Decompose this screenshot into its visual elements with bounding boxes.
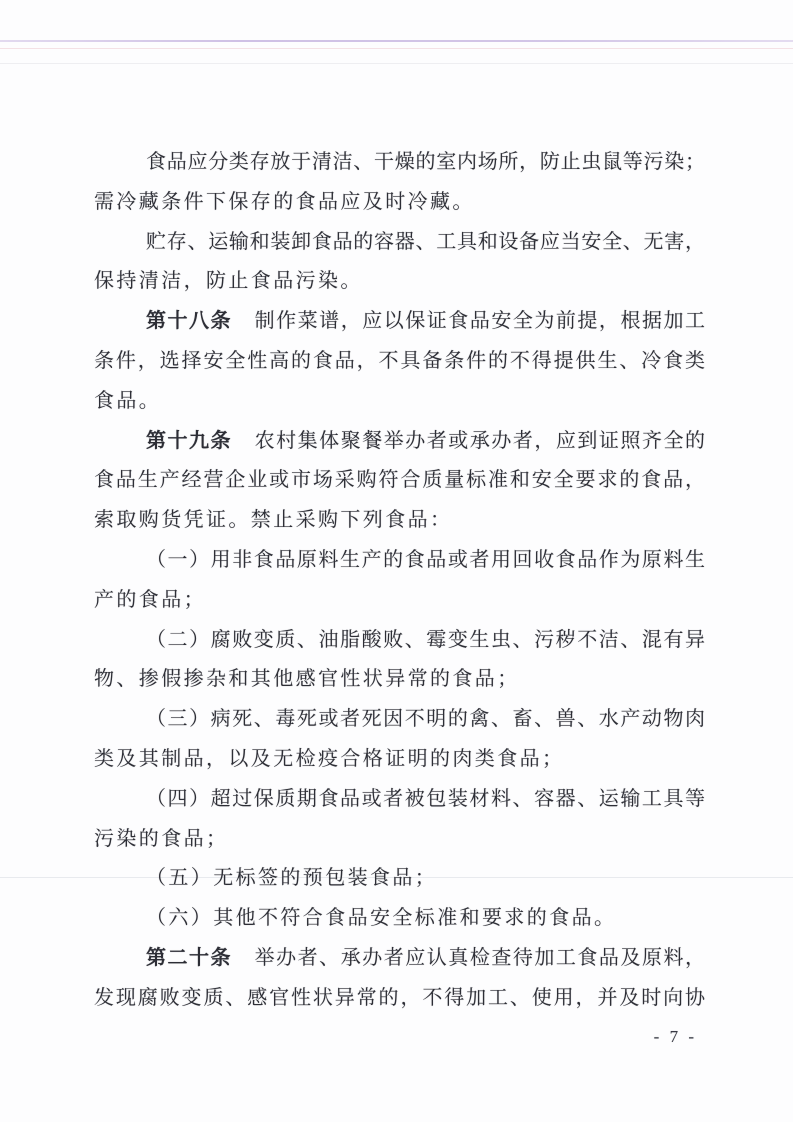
text-line: 条件，选择安全性高的食品，不具备条件的不得提供生、冷食类 [94,349,705,372]
article-number: 第十九条 [146,429,233,452]
text-line: 保持清洁，防止食品污染。 [94,270,363,293]
document-body [94,143,705,1019]
list-item-5 [94,859,705,899]
line-segment: 举办者、承办者应认真检查待加工食品及原料， [253,946,706,969]
text-line: 食品生产经营企业或市场采购符合质量标准和安全要求的食品， [94,469,705,492]
scan-artifact-line-gray [0,63,793,64]
scan-artifact-line-pink [0,48,793,49]
text-line: （三）病死、毒死或者死因不明的禽、畜、兽、水产动物肉 [146,708,705,731]
text-line: 需冷藏条件下保存的食品应及时冷藏。 [94,190,475,213]
text-line: 食品应分类存放于清洁、干燥的室内场所，防止虫鼠等污染； [146,151,705,173]
text-line: 污染的食品； [94,827,229,850]
text-line: 类及其制品，以及无检疫合格证明的肉类食品； [94,747,565,770]
line-segment: 农村集体聚餐举办者或承办者，应到证照齐全的 [253,429,706,452]
text-line: 索取购货凭证。禁止采购下列食品： [94,509,453,532]
text-line: （五）无标签的预包装食品； [146,867,438,890]
paragraph-container-rules [94,223,705,303]
paragraph-article-18 [94,302,705,421]
list-item-4 [94,780,705,860]
article-number: 第十八条 [146,310,233,333]
paragraph-article-20 [94,939,705,1019]
text-line: （二）腐败变质、油脂酸败、霉变生虫、污秽不洁、混有异 [146,628,705,651]
text-line: 产的食品； [94,588,206,611]
line-segment: 制作菜谱，应以保证食品安全为前提，根据加工 [253,310,706,333]
list-item-2 [94,621,705,701]
text-line: 贮存、运输和装卸食品的容器、工具和设备应当安全、无害， [146,230,705,253]
page-number: - 7 - [653,1027,697,1046]
text-line: 食品。 [94,389,162,412]
text-line: （六）其他不符合食品安全标准和要求的食品。 [146,907,617,930]
text-line: （一）用非食品原料生产的食品或者用回收食品作为原料生 [146,548,705,571]
article-heading-line [94,939,705,979]
paragraph-storage-rules [94,143,705,223]
article-heading-line [94,302,705,342]
list-item-1 [94,541,705,621]
text-line: 发现腐败变质、感官性状异常的，不得加工、使用，并及时向协 [94,986,705,1009]
list-item-6 [94,899,705,939]
list-item-3 [94,700,705,780]
text-line: 物、掺假掺杂和其他感官性状异常的食品； [94,668,520,691]
article-heading-line [94,422,705,462]
paragraph-article-19 [94,422,705,541]
scan-artifact-line-purple [0,40,793,42]
text-line: （四）超过保质期食品或者被包装材料、容器、运输工具等 [146,787,705,810]
article-number: 第二十条 [146,946,233,969]
